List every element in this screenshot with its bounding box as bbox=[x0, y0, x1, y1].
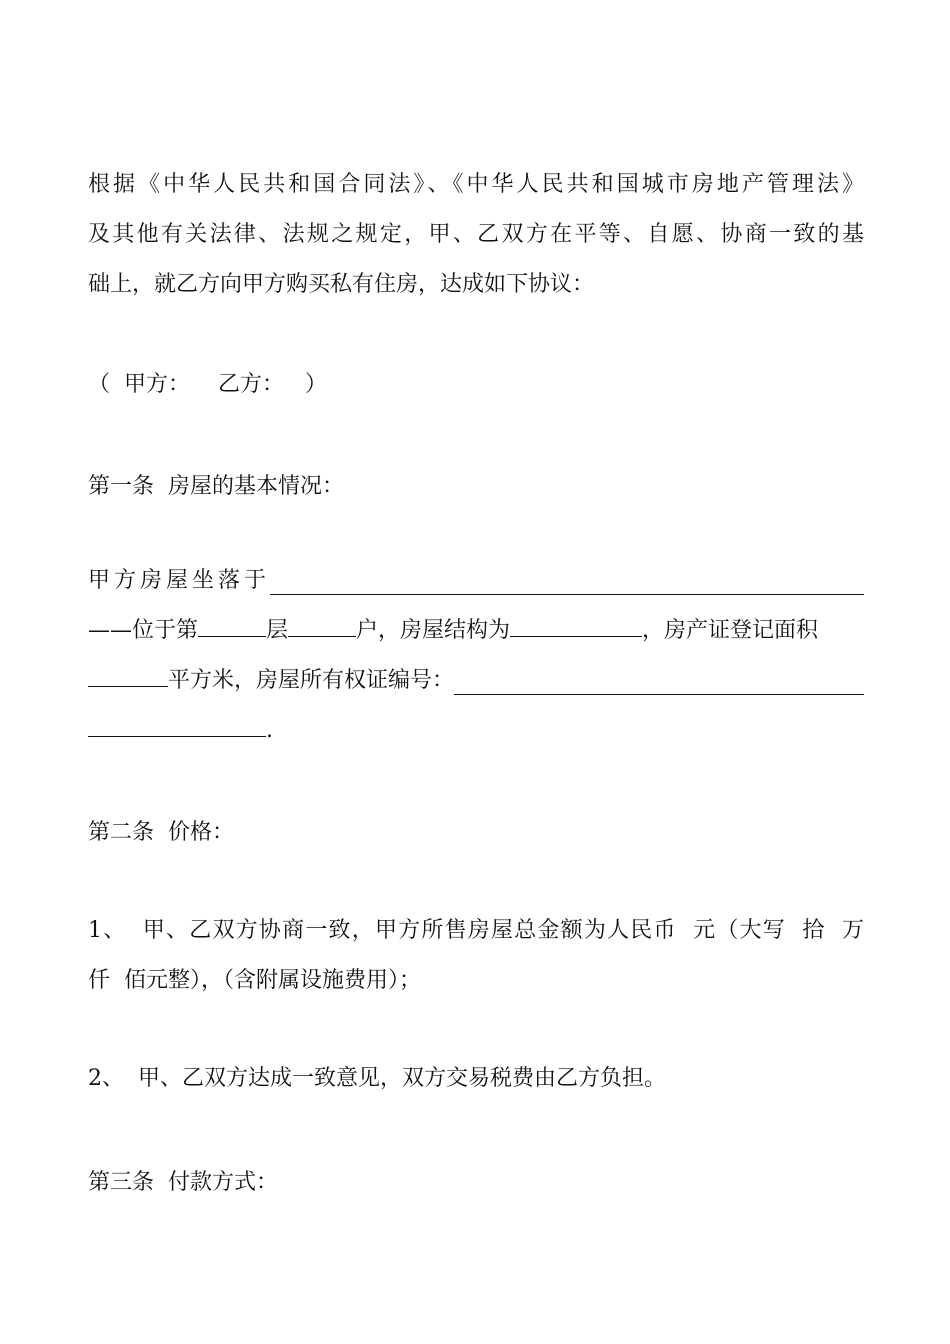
floor-blank[interactable] bbox=[198, 606, 266, 637]
floor-structure-line bbox=[88, 606, 864, 656]
area-cert-label: 平方米，房屋所有权证编号： bbox=[168, 668, 455, 693]
article-2-heading: 第二条 价格： bbox=[88, 820, 234, 845]
intro-line-3: 础上，就乙方向甲方购买私有住房，达成如下协议： bbox=[88, 272, 595, 297]
article-2-heading-block bbox=[88, 808, 864, 858]
price-item-line-1: 1、 甲、乙双方协商一致，甲方所售房屋总金额为人民币 元（大写 拾 万 bbox=[88, 918, 864, 943]
article-3-heading-block bbox=[88, 1158, 864, 1208]
house-location-label: 甲方房屋坐落于 bbox=[88, 568, 271, 593]
intro-line-1: 根据《中华人民共和国合同法》、《中华人民共和国城市房地产管理法》 bbox=[88, 172, 864, 197]
article-3-heading: 第三条 付款方式： bbox=[88, 1170, 278, 1195]
structure-label: 户，房屋结构为 bbox=[356, 618, 511, 643]
house-location-blank[interactable] bbox=[270, 564, 864, 595]
article-1-heading: 第一条 房屋的基本情况： bbox=[88, 474, 344, 499]
line-end-period: . bbox=[266, 718, 273, 743]
intro-line-2: 及其他有关法律、法规之规定，甲、乙双方在平等、自愿、协商一致的基 bbox=[88, 222, 864, 247]
cert-number-blank-continued[interactable] bbox=[88, 706, 266, 737]
tax-item-line: 2、 甲、乙双方达成一致意见，双方交易税费由乙方负担。 bbox=[88, 1066, 666, 1091]
cert-number-blank[interactable] bbox=[454, 664, 864, 695]
price-item-line-2: 仟 佰元整），（含附属设施费用）； bbox=[88, 968, 421, 993]
floor-unit-label: 层 bbox=[266, 618, 289, 643]
parties-line bbox=[88, 360, 864, 410]
area-blank[interactable] bbox=[88, 656, 168, 687]
parties-text: （ 甲方： 乙方： ） bbox=[88, 372, 327, 397]
house-location-line bbox=[88, 556, 864, 606]
unit-blank[interactable] bbox=[288, 606, 356, 637]
floor-label: ——位于第 bbox=[88, 618, 199, 643]
article-1-heading-block bbox=[88, 462, 864, 512]
area-cert-line bbox=[88, 656, 864, 706]
article-2-item-1 bbox=[88, 906, 864, 1006]
structure-blank[interactable] bbox=[510, 606, 642, 637]
cert-number-continued-line bbox=[88, 706, 864, 756]
registered-area-label: ，房产证登记面积 bbox=[642, 618, 819, 643]
article-1-body bbox=[88, 556, 864, 756]
article-2-item-2 bbox=[88, 1054, 864, 1104]
intro-paragraph bbox=[88, 160, 864, 310]
